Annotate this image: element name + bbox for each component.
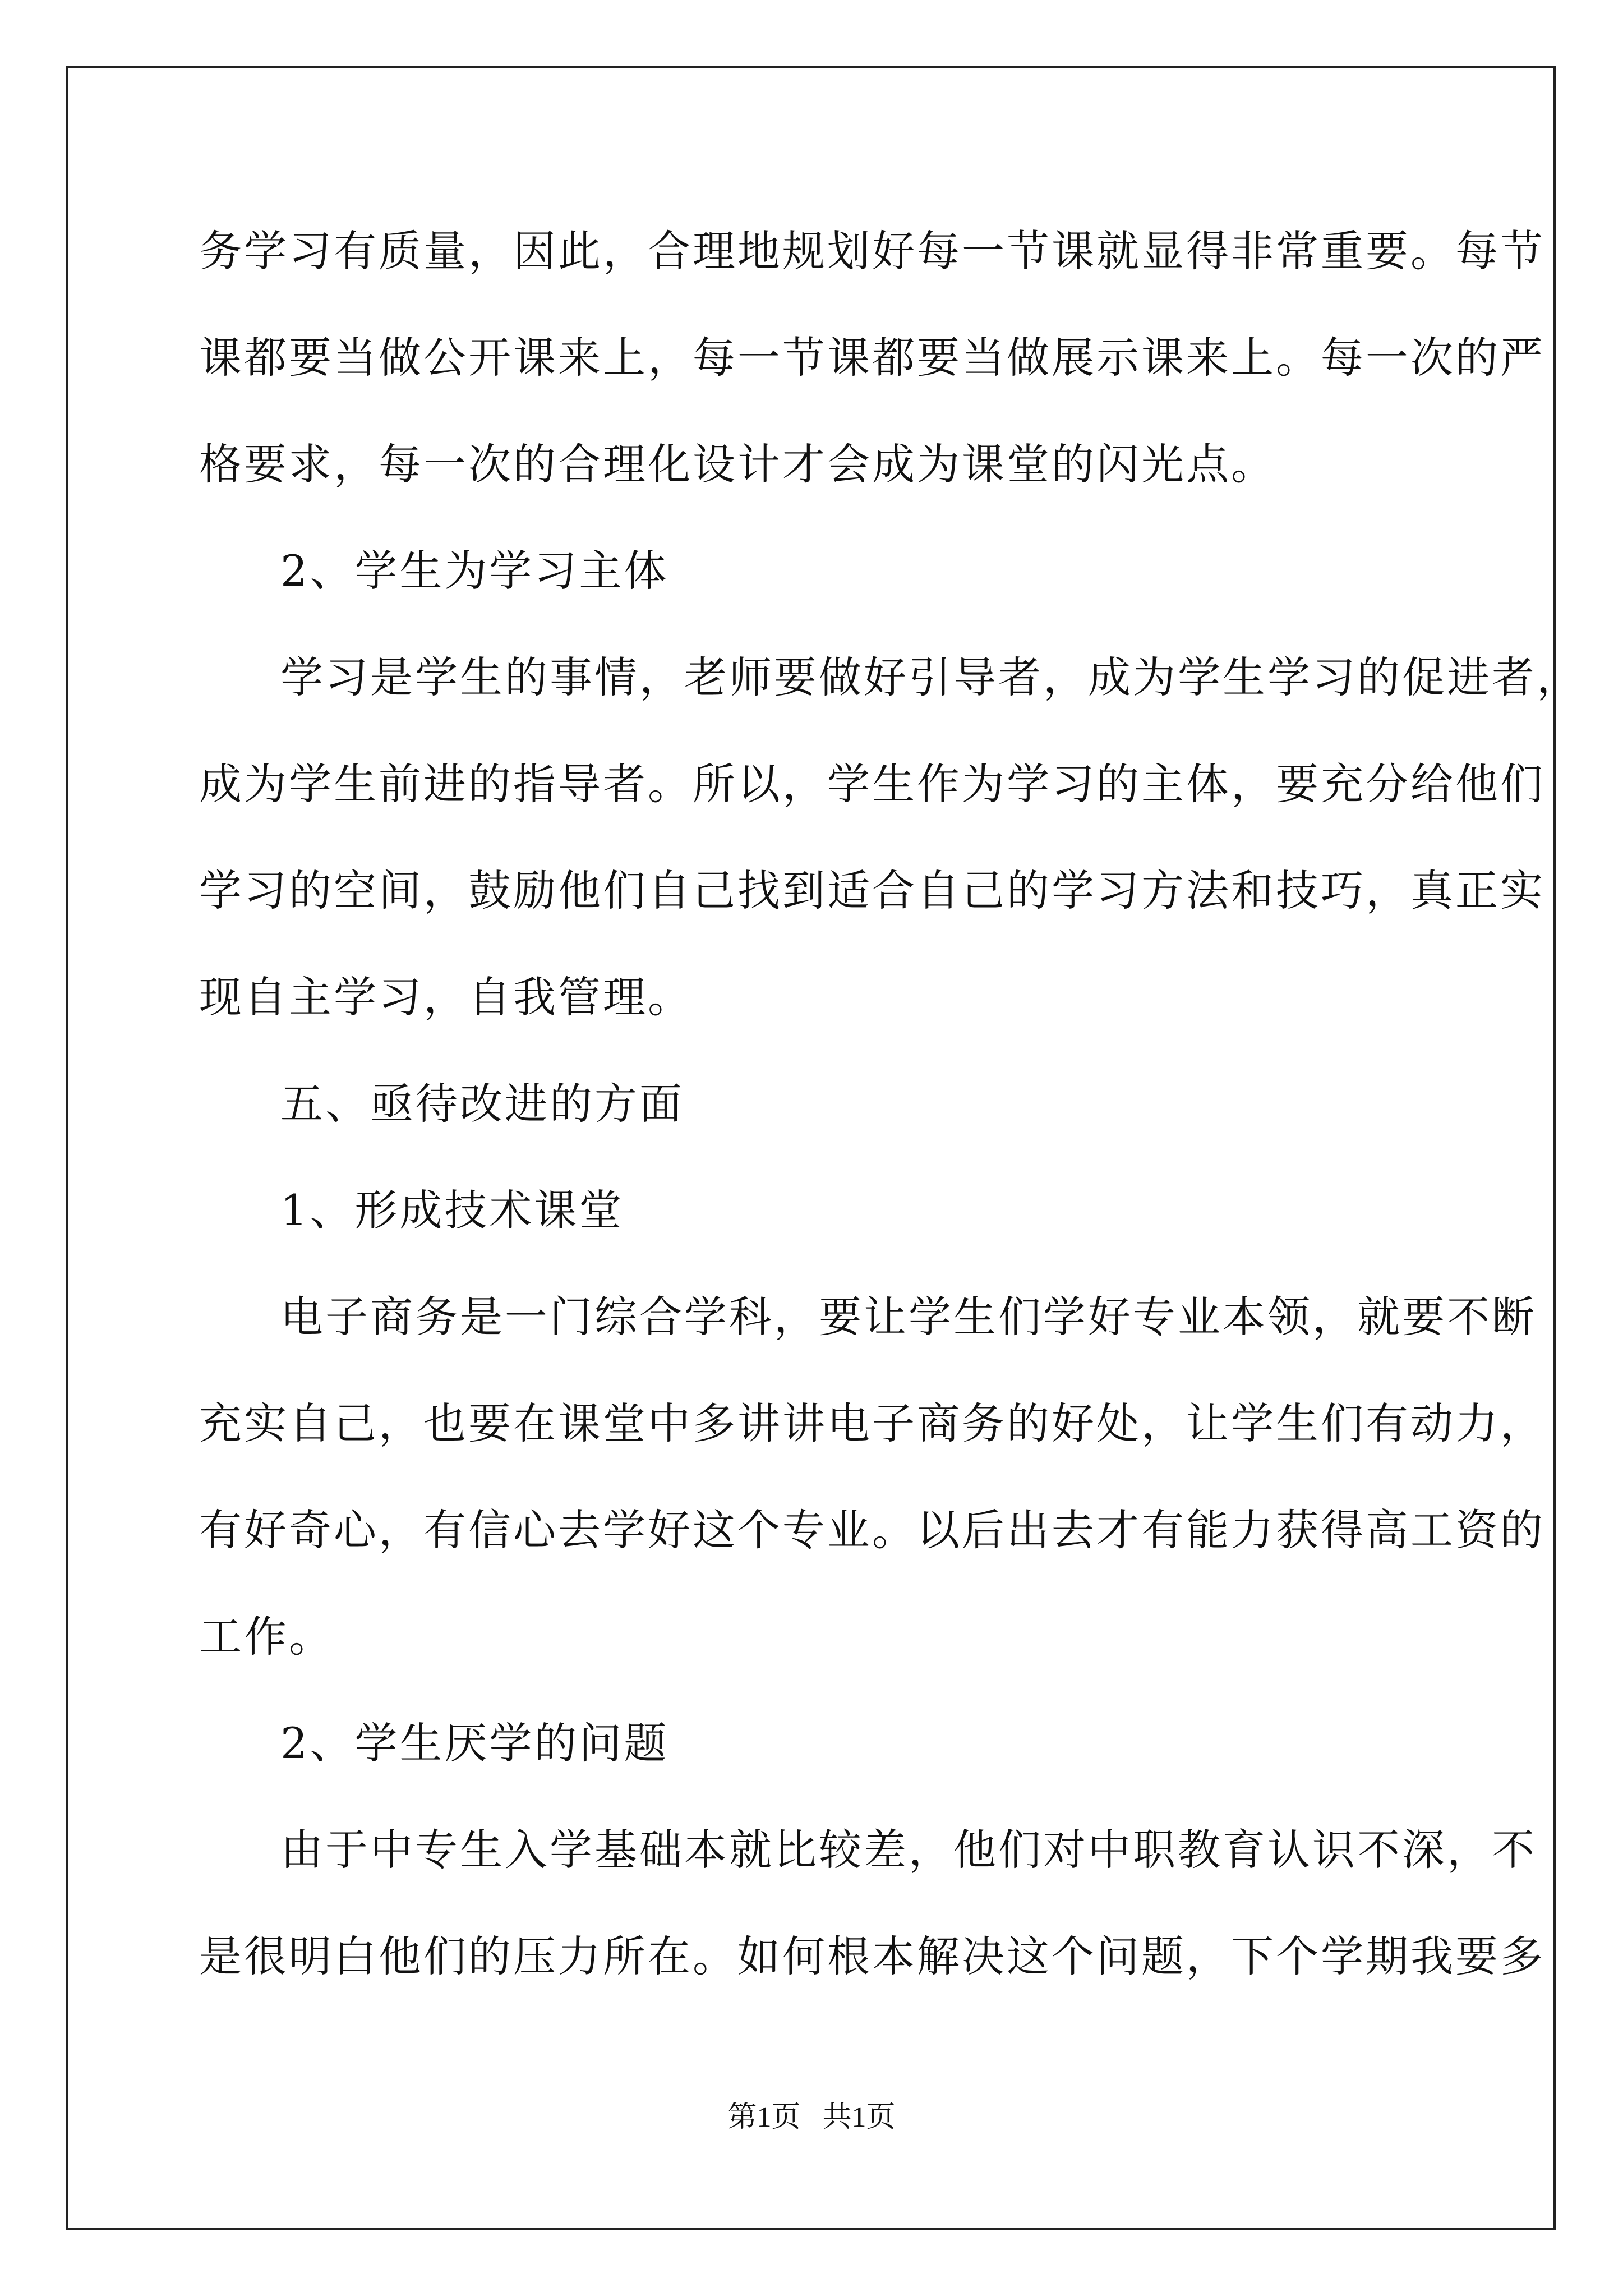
body-text-line: 有好奇心，有信心去学好这个专业。以后出去才有能力获得高工资的 xyxy=(199,1505,1545,1555)
body-text-line: 由于中专生入学基础本就比较差，他们对中职教育认识不深，不 xyxy=(280,1825,1537,1875)
body-text-line: 学习是学生的事情，老师要做好引导者，成为学生学习的促进者， xyxy=(280,652,1581,702)
body-text-line: 格要求，每一次的合理化设计才会成为课堂的闪光点。 xyxy=(199,439,1276,489)
section-heading: 1、形成技术课堂 xyxy=(280,1185,624,1235)
body-text-line: 工作。 xyxy=(199,1612,334,1662)
section-heading: 五、亟待改进的方面 xyxy=(280,1079,684,1129)
body-text-line: 课都要当做公开课来上，每一节课都要当做展示课来上。每一次的严 xyxy=(199,333,1545,383)
body-text-line: 是很明白他们的压力所在。如何根本解决这个问题，下个学期我要多 xyxy=(199,1931,1545,1981)
body-text-line: 务学习有质量，因此，合理地规划好每一节课就显得非常重要。每节 xyxy=(199,226,1545,276)
section-heading: 2、学生为学习主体 xyxy=(280,546,669,596)
page-border xyxy=(66,66,1581,2230)
page-number-footer: 第1页 共1页 xyxy=(727,2101,896,2133)
body-text-line: 电子商务是一门综合学科，要让学生们学好专业本领，就要不断 xyxy=(280,1292,1537,1342)
body-text-line: 现自主学习，自我管理。 xyxy=(199,972,693,1022)
body-text-line: 充实自己，也要在课堂中多讲讲电子商务的好处，让学生们有动力， xyxy=(199,1398,1545,1448)
section-heading: 2、学生厌学的问题 xyxy=(280,1718,669,1768)
body-text-line: 学习的空间，鼓励他们自己找到适合自己的学习方法和技巧，真正实 xyxy=(199,866,1545,915)
body-text-line: 成为学生前进的指导者。所以，学生作为学习的主体，要充分给他们 xyxy=(199,759,1545,809)
